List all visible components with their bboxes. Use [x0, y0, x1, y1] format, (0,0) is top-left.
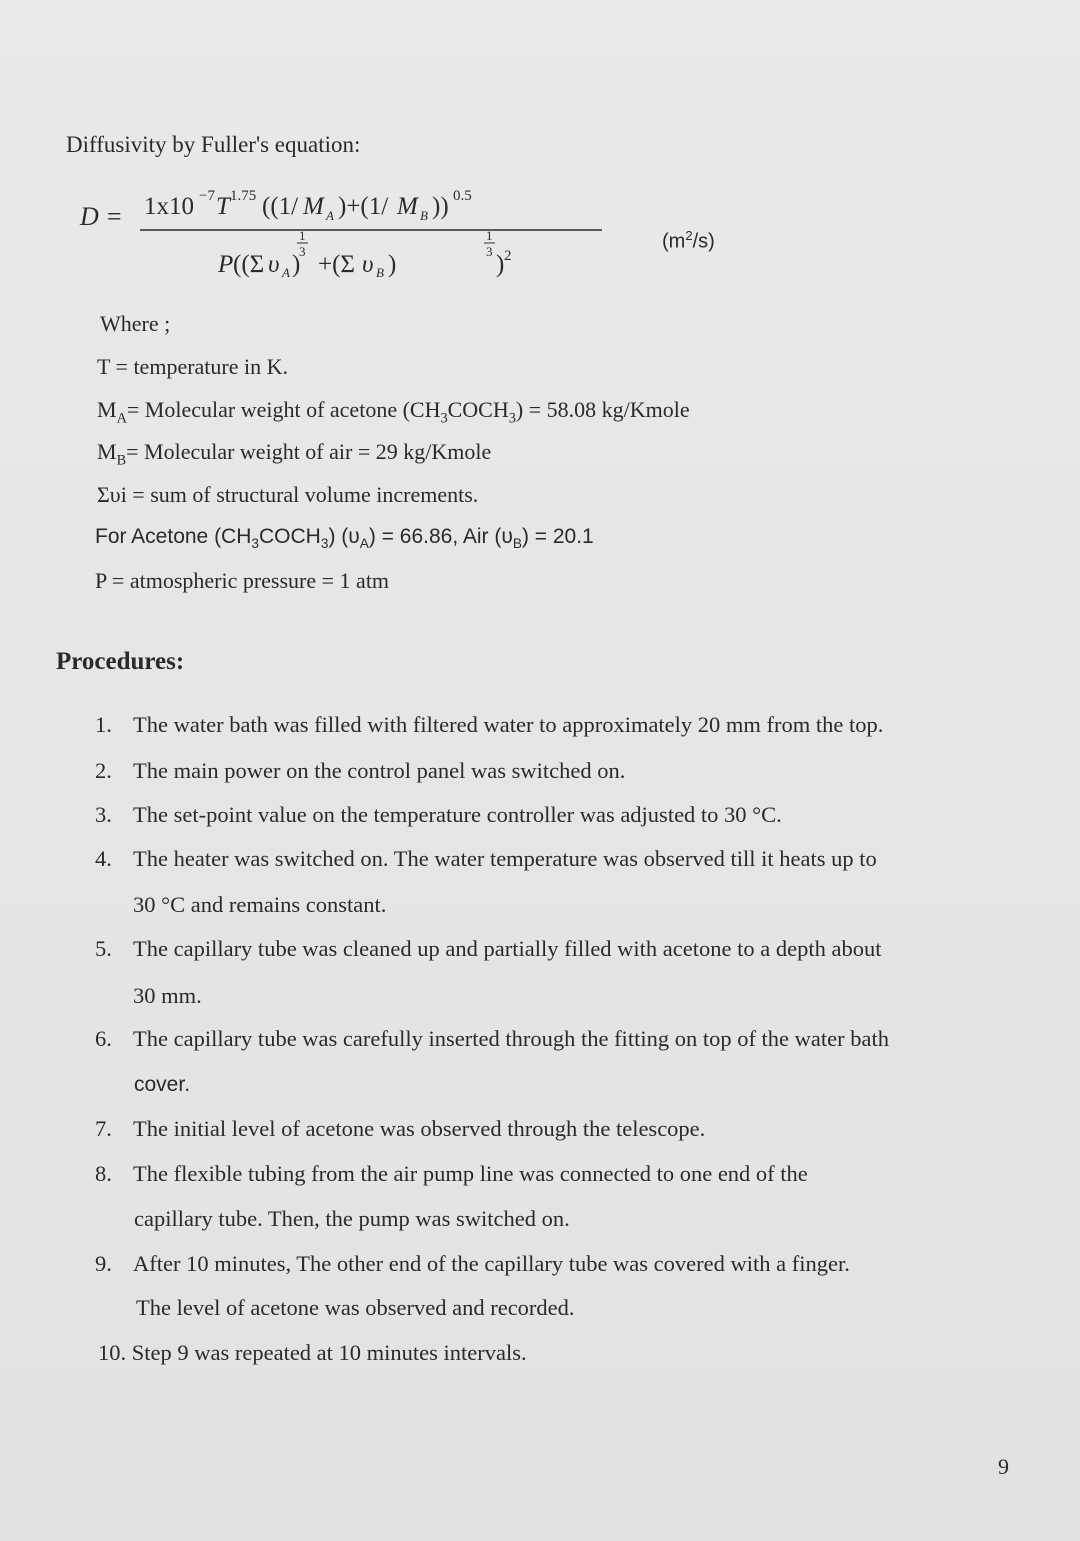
svg-text:υ: υ	[268, 251, 280, 278]
procedure-item-8: 8. The flexible tubing from the air pump line was connected to one end of the	[95, 1161, 808, 1186]
procedure-item-3: 3. The set-point value on the temperature controller was adjusted to 30 °C.	[95, 802, 782, 827]
svg-text:3: 3	[299, 244, 306, 259]
section-heading-diffusivity: Diffusivity by Fuller's equation:	[66, 132, 361, 157]
procedure-item-10: 10. Step 9 was repeated at 10 minutes intervals.	[98, 1340, 527, 1365]
svg-text:((1/: ((1/	[262, 193, 299, 220]
page-number: 9	[998, 1454, 1009, 1479]
equation-lhs: D =	[80, 202, 123, 231]
svg-text:P: P	[218, 251, 234, 278]
procedure-item-8-continuation: capillary tube. Then, the pump was switched on.	[134, 1206, 570, 1231]
procedure-item-4: 4. The heater was switched on. The water temperature was observed till it heats up to	[95, 846, 877, 871]
svg-text:M: M	[303, 193, 324, 220]
definition-acetone-air-values: For Acetone $(CH_3COCH_3) (\upsilon_A) = 66.86$, Air $(\upsilon_B) = 20.1$	[95, 525, 594, 552]
equation-unit: $(m^2/s)$	[662, 228, 715, 253]
svg-text:2: 2	[504, 248, 512, 264]
equation-denominator	[217, 228, 512, 280]
procedure-item-2: 2. The main power on the control panel was switched on.	[95, 758, 626, 783]
svg-text:A: A	[282, 265, 290, 280]
fuller-equation	[70, 180, 630, 290]
definition-mb: $M_B=$ Molecular weight of air = 29 kg/Kmole	[97, 439, 492, 469]
svg-text:1: 1	[299, 228, 306, 243]
svg-text:)): ))	[432, 193, 449, 220]
svg-text:)+(1/: )+(1/	[338, 193, 389, 220]
svg-text:+(Σ: +(Σ	[318, 251, 355, 278]
equation-numerator	[144, 188, 472, 223]
svg-text:B: B	[420, 208, 428, 223]
definition-sum-volume: Συi = sum of structural volume increments.	[97, 482, 479, 507]
svg-text:B: B	[376, 265, 384, 280]
procedure-item-7: 7. The initial level of acetone was observed through the telescope.	[95, 1116, 706, 1141]
procedure-item-9-continuation: The level of acetone was observed and recorded.	[136, 1295, 575, 1320]
where-label: Where ;	[100, 311, 171, 336]
definition-temperature: T = temperature in K.	[97, 354, 288, 379]
definition-pressure: P = atmospheric pressure = 1 atm	[95, 568, 390, 593]
svg-text:1.75: 1.75	[230, 188, 257, 204]
svg-text:): )	[292, 251, 301, 278]
procedure-item-6: 6. The capillary tube was carefully inserted through the fitting on top of the water bath	[95, 1026, 890, 1051]
svg-text:0.5: 0.5	[453, 188, 472, 204]
procedure-item-1: 1. The water bath was filled with filtered water to approximately 20 mm from the top.	[95, 712, 884, 737]
procedure-item-5-continuation: 30 mm.	[133, 983, 202, 1008]
svg-text:): )	[388, 251, 397, 278]
procedure-item-5: 5. The capillary tube was cleaned up and partially filled with acetone to a depth about	[95, 936, 882, 961]
procedure-item-9: 9. After 10 minutes, The other end of the capillary tube was covered with a finger.	[95, 1251, 850, 1276]
svg-text:1x10: 1x10	[144, 193, 194, 220]
svg-text:M: M	[397, 193, 418, 220]
svg-text:T: T	[216, 193, 230, 220]
definition-ma: $M_A=$ Molecular weight of acetone $(CH_3COCH_3) = 58.08$ kg/Kmole	[97, 397, 690, 427]
procedure-item-6-continuation: cover.	[134, 1073, 191, 1096]
svg-text:3: 3	[486, 244, 493, 259]
procedure-item-4-continuation: 30 °C and remains constant.	[133, 892, 387, 917]
svg-text:−7: −7	[199, 188, 215, 204]
svg-text:): )	[496, 251, 505, 278]
procedures-heading: Procedures:	[56, 648, 185, 675]
svg-text:υ: υ	[362, 251, 374, 278]
svg-text:A: A	[326, 208, 334, 223]
svg-text:1: 1	[486, 228, 493, 243]
svg-text:((Σ: ((Σ	[233, 251, 265, 278]
